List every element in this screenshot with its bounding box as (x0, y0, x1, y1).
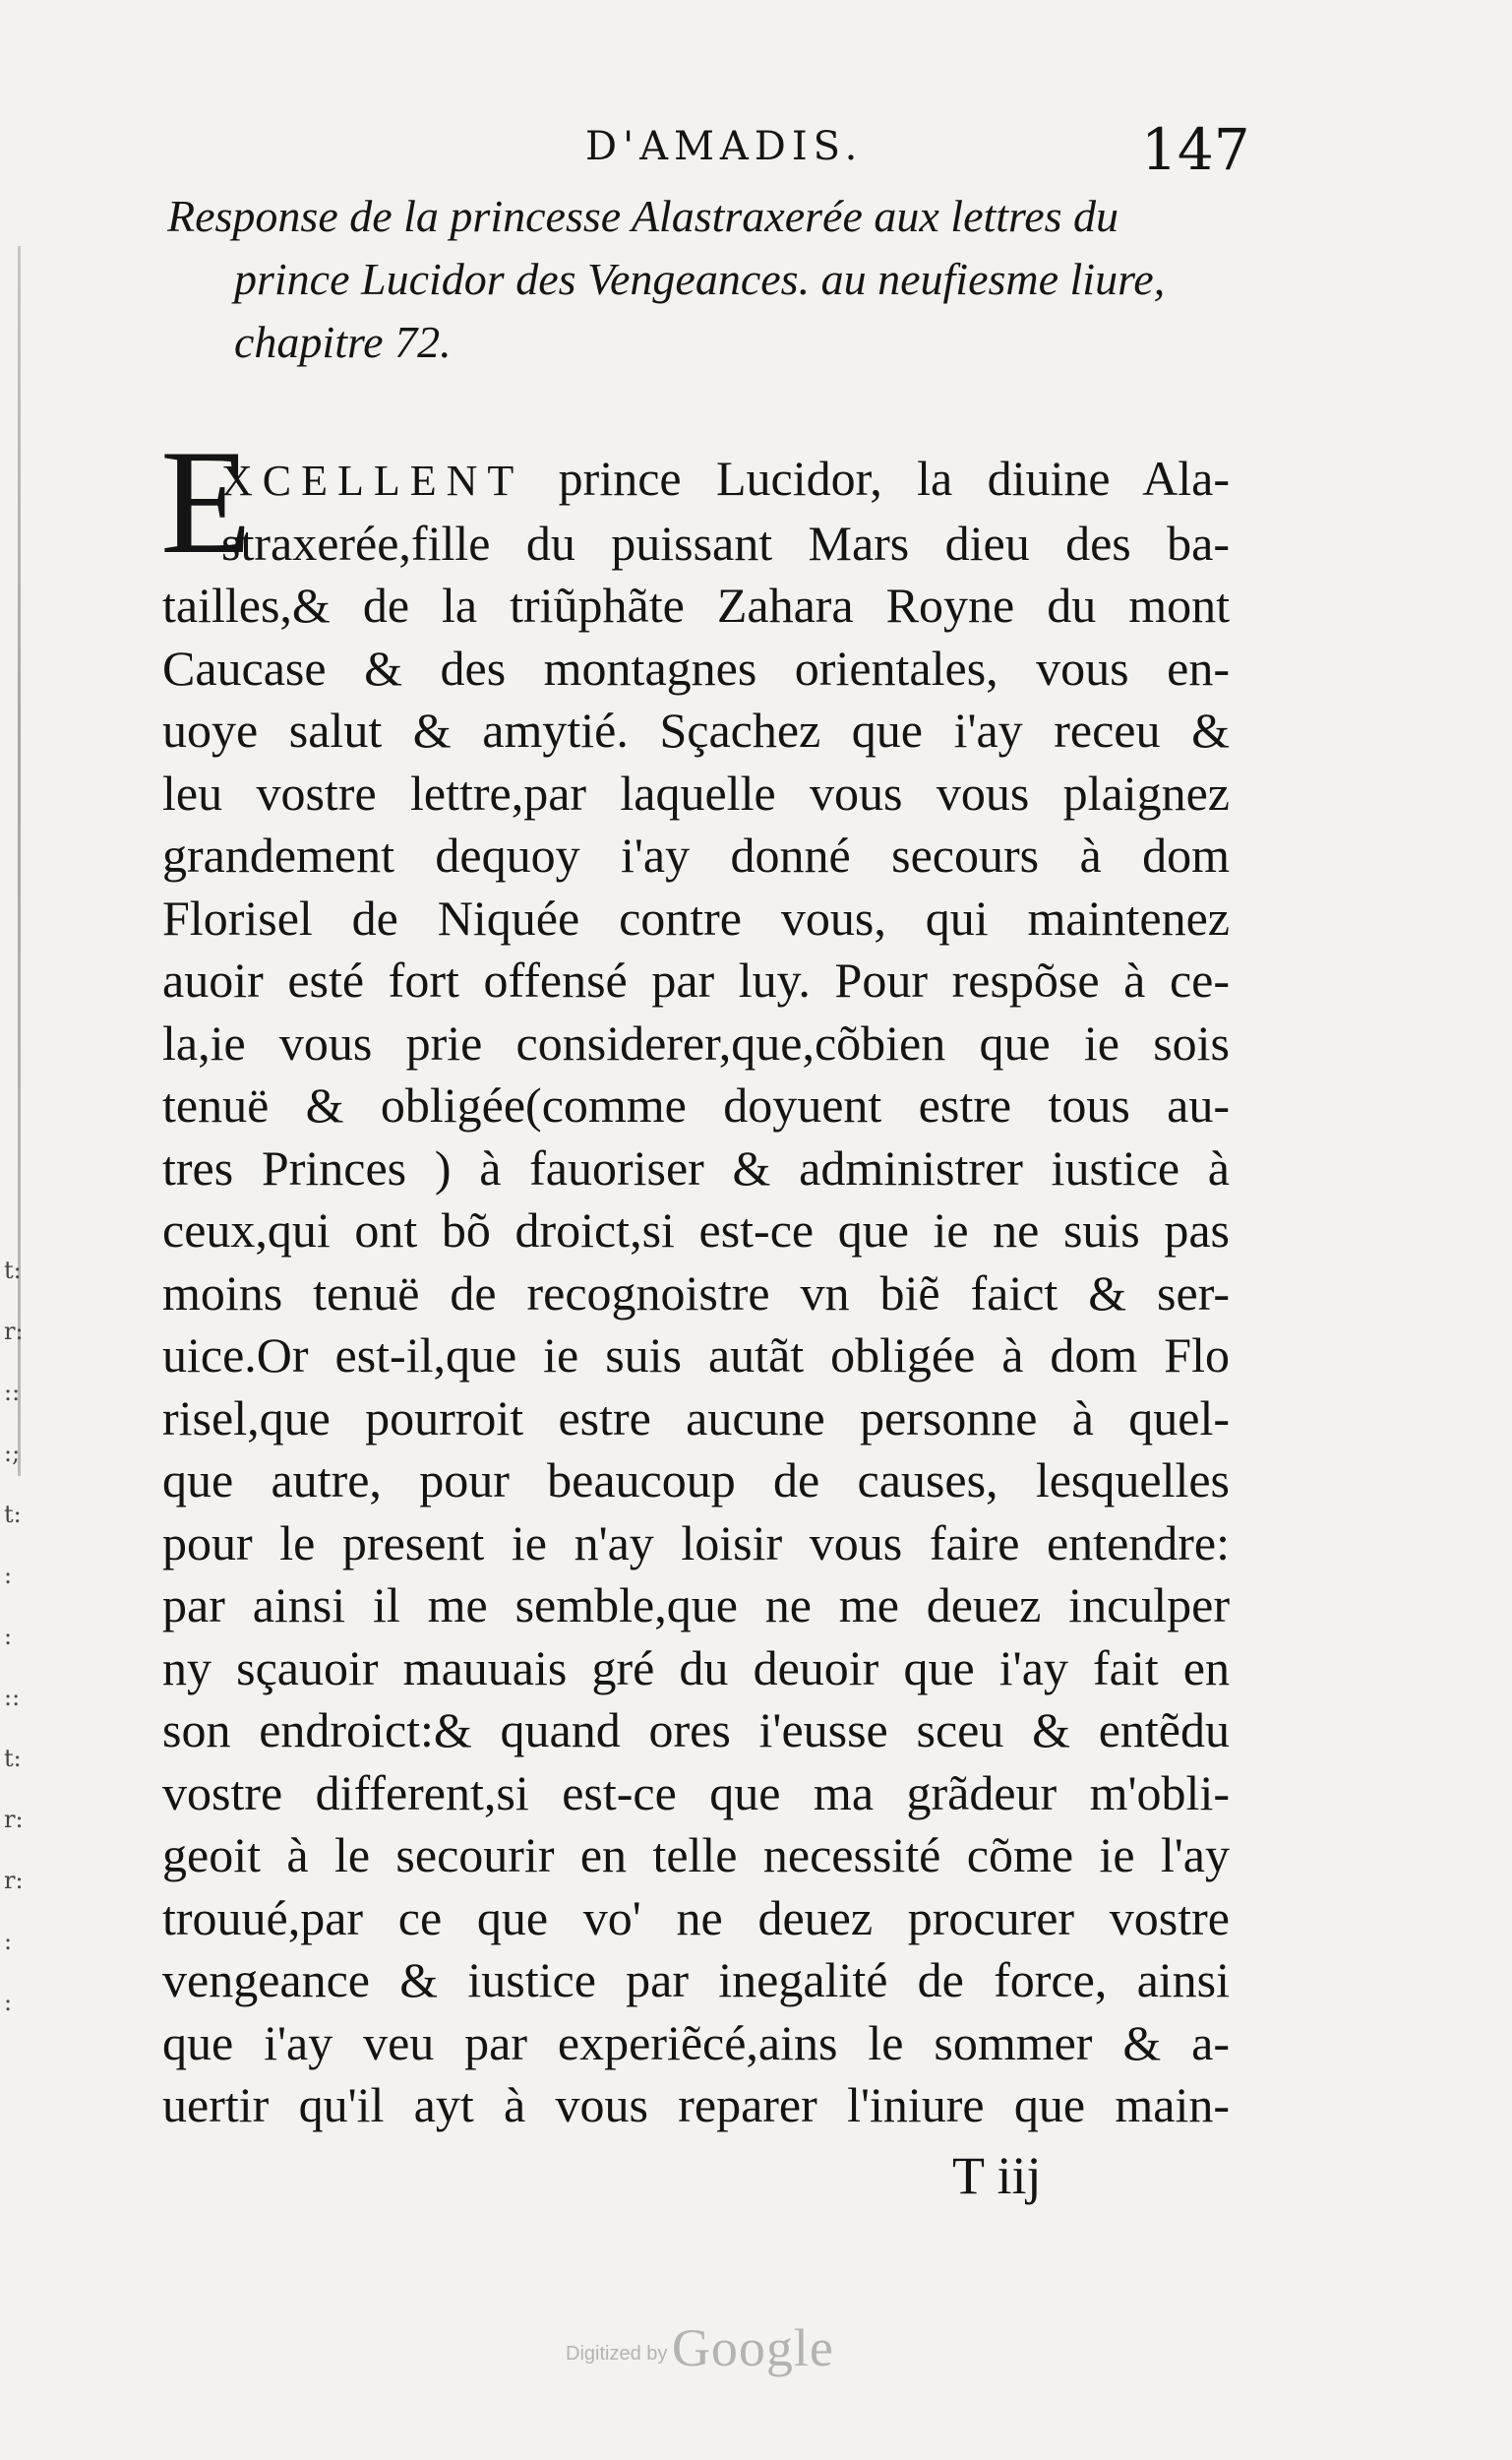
text-line: que autre, pour beaucoup de causes, lesquelles (162, 1452, 1230, 1507)
text-line: uoye salut & amytié. Sçachez que i'ay receu & (162, 703, 1230, 758)
text-line: auoir esté fort offensé par luy. Pour respõse à ce- (162, 953, 1230, 1008)
text-line: ceux,qui ont bõ droict,si est-ce que ie ne suis pas (162, 1202, 1230, 1258)
text-line: leu vostre lettre,par laquelle vous vous plaignez (162, 765, 1230, 821)
text-line: Caucase & des montagnes orientales, vous en- (162, 640, 1230, 696)
digitized-watermark (566, 2317, 834, 2378)
body-text (162, 448, 1230, 2137)
text-line: par ainsi il me semble,que ne me deuez inculper (162, 1577, 1230, 1632)
text-line: vengeance & iustice par inegalité de force, ainsi (162, 1952, 1230, 2007)
text-line: XCELLENT prince Lucidor, la diuine Ala- (221, 451, 1230, 506)
signature-mark: T iij (952, 2146, 1042, 2205)
text-line: Florisel de Niquée contre vous, qui maintenez (162, 890, 1230, 946)
text-line: uice.Or est-il,que ie suis autãt obligée à dom Flo (162, 1327, 1230, 1383)
text-line: pour le present ie n'ay loisir vous faire entendre: (162, 1514, 1230, 1570)
text-line: la,ie vous prie considerer,que,cõbien que ie sois (162, 1015, 1230, 1071)
text-line: risel,que pourroit estre aucune personne à quel- (162, 1389, 1230, 1445)
text-line: uertir qu'il ayt à vous reparer l'iniure que main- (162, 2077, 1230, 2132)
text-line: trouué,par ce que vo' ne deuez procurer vostre (162, 1889, 1230, 1945)
text-line: tres Princes ) à fauoriser & administrer iustice à (162, 1139, 1230, 1196)
text-line: ny sçauoir mauuais gré du deuoir que i'ay fait en (162, 1639, 1230, 1695)
text-line: grandement dequoy i'ay donné secours à dom (162, 828, 1230, 883)
text-line: moins tenuë de recognoistre vn biẽ faict & ser- (162, 1264, 1230, 1321)
text-line: son endroict:& quand ores i'eusse sceu & entẽdu (162, 1702, 1230, 1757)
title-line-2: prince Lucidor des Vengeances. au neufiesme liure, (234, 254, 1166, 304)
title-line-1: Response de la princesse Alastraxerée aux lettres du (167, 191, 1119, 241)
google-logo: Google (671, 2318, 834, 2377)
text-line: vostre different,si est-ce que ma grãdeur m'obli- (162, 1764, 1230, 1820)
text-line: tenuë & obligée(comme doyuent estre tous au- (162, 1077, 1230, 1133)
text-line: straxerée,fille du puissant Mars dieu des ba- (221, 515, 1230, 571)
text-line: que i'ay veu par experiẽcé,ains le sommer & a- (162, 2014, 1230, 2070)
digitized-prefix: Digitized by (566, 2343, 668, 2365)
chapter-title (167, 185, 1235, 374)
title-line-3: chapitre 72. (234, 317, 452, 367)
drop-cap: E (160, 419, 252, 584)
page-number: 147 (1141, 116, 1250, 183)
lead-word: XCELLENT (221, 457, 524, 505)
running-head: D'AMADIS. (585, 124, 864, 169)
text-line: tailles,& de la triũphãte Zahara Royne du mont (162, 578, 1230, 633)
facing-page-bleed: t: r: :: :; t: : : :: t: r: r: : : (4, 1257, 24, 2016)
text-line: geoit à le secourir en telle necessité cõme ie l'ay (162, 1827, 1230, 1882)
